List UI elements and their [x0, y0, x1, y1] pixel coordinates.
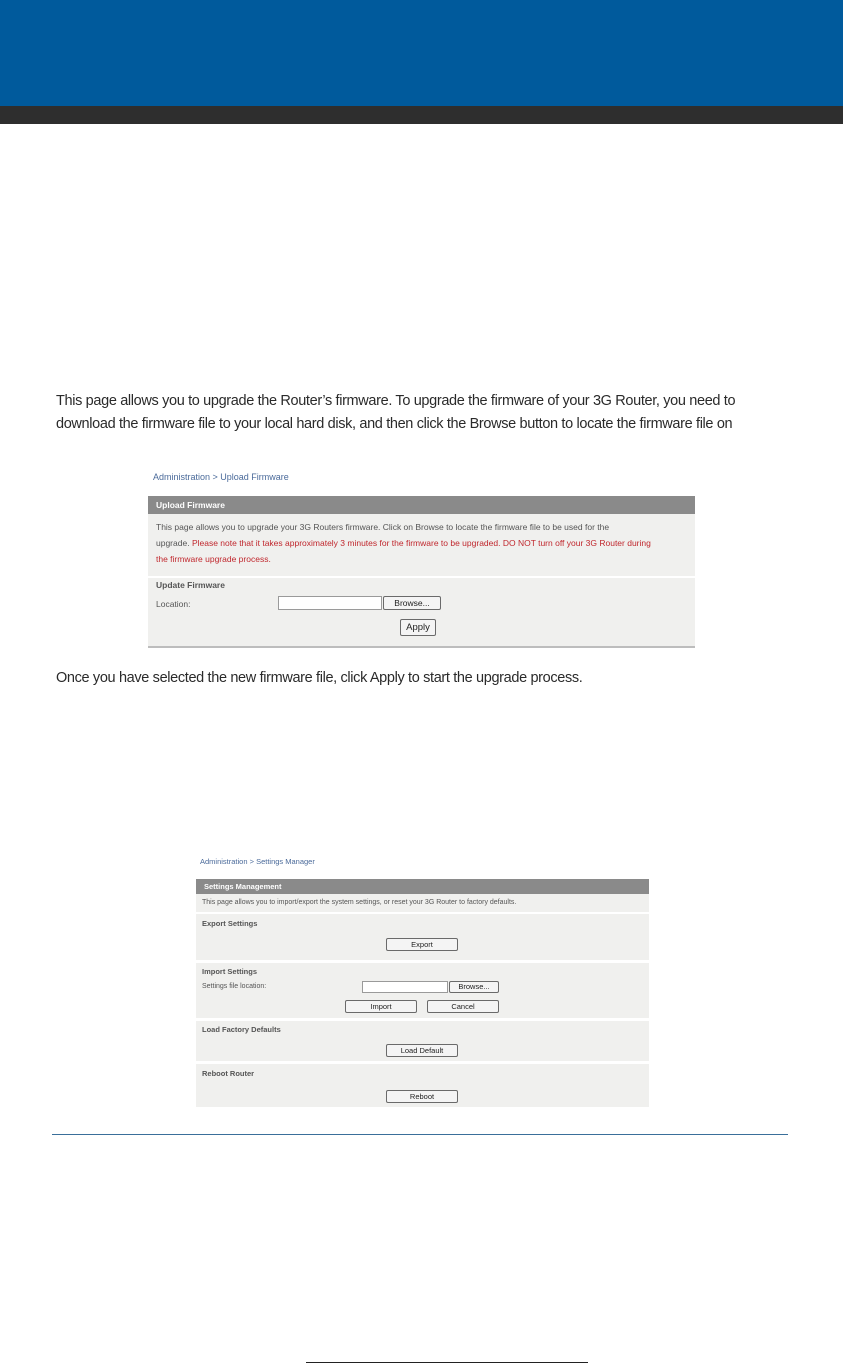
- update-firmware-section: [148, 578, 695, 646]
- footnote-line: [306, 1362, 588, 1363]
- warning-text: Please note that it takes approximately 3 minutes for the firmware to be upgraded. DO NOT turn off your 3G Router during: [191, 538, 651, 548]
- factory-defaults-section: [196, 1021, 649, 1061]
- browse-button[interactable]: Browse...: [383, 596, 441, 610]
- warning-line-2: the firmware upgrade process.: [156, 554, 271, 564]
- import-section: [196, 963, 649, 1018]
- location-input[interactable]: [278, 596, 382, 610]
- factory-title: Load Factory Defaults: [202, 1025, 281, 1034]
- intro-line-2: download the firmware file to your local hard disk, and then click the Browse button to locate the firmware file on: [56, 416, 733, 432]
- footer-rule: [52, 1134, 788, 1135]
- after-instruction: Once you have selected the new firmware file, click Apply to start the upgrade process.: [56, 670, 583, 686]
- reboot-title: Reboot Router: [202, 1069, 255, 1078]
- load-default-button[interactable]: Load Default: [386, 1044, 458, 1057]
- breadcrumb: Administration > Settings Manager: [200, 857, 315, 866]
- description-line-1: This page allows you to upgrade your 3G Routers firmware. Click on Browse to locate the firmware file to be used for the: [156, 522, 610, 532]
- panel-title: Settings Management: [196, 879, 649, 894]
- export-button[interactable]: Export: [386, 938, 458, 951]
- cancel-button[interactable]: Cancel: [427, 1000, 499, 1013]
- location-label: Location:: [156, 599, 191, 609]
- description-line-2: [156, 538, 651, 548]
- browse-button[interactable]: Browse...: [449, 981, 499, 993]
- description-plain: upgrade.: [156, 538, 190, 548]
- section-title: Update Firmware: [156, 580, 225, 590]
- header-band: [0, 0, 843, 106]
- description-section: [196, 894, 649, 912]
- export-section: [196, 914, 649, 960]
- description-section: [148, 514, 695, 576]
- reboot-button[interactable]: Reboot: [386, 1090, 458, 1103]
- file-location-label: Settings file location:: [202, 983, 267, 990]
- panel-title: Upload Firmware: [148, 496, 695, 514]
- panel-bottom-border: [148, 646, 695, 648]
- settings-manager-screenshot: [196, 855, 649, 1107]
- export-title: Export Settings: [202, 919, 258, 928]
- description: This page allows you to import/export the system settings, or reset your 3G Router to factory defaults.: [202, 899, 517, 906]
- import-button[interactable]: Import: [345, 1000, 417, 1013]
- import-title: Import Settings: [202, 967, 258, 976]
- intro-line-1: This page allows you to upgrade the Router’s firmware. To upgrade the firmware of your 3G Router, you need to: [56, 393, 736, 409]
- breadcrumb: Administration > Upload Firmware: [153, 472, 289, 482]
- apply-button[interactable]: Apply: [400, 619, 436, 636]
- header-stripe: [0, 106, 843, 124]
- settings-file-input[interactable]: [362, 981, 448, 993]
- upload-firmware-screenshot: [148, 468, 695, 650]
- reboot-section: [196, 1064, 649, 1107]
